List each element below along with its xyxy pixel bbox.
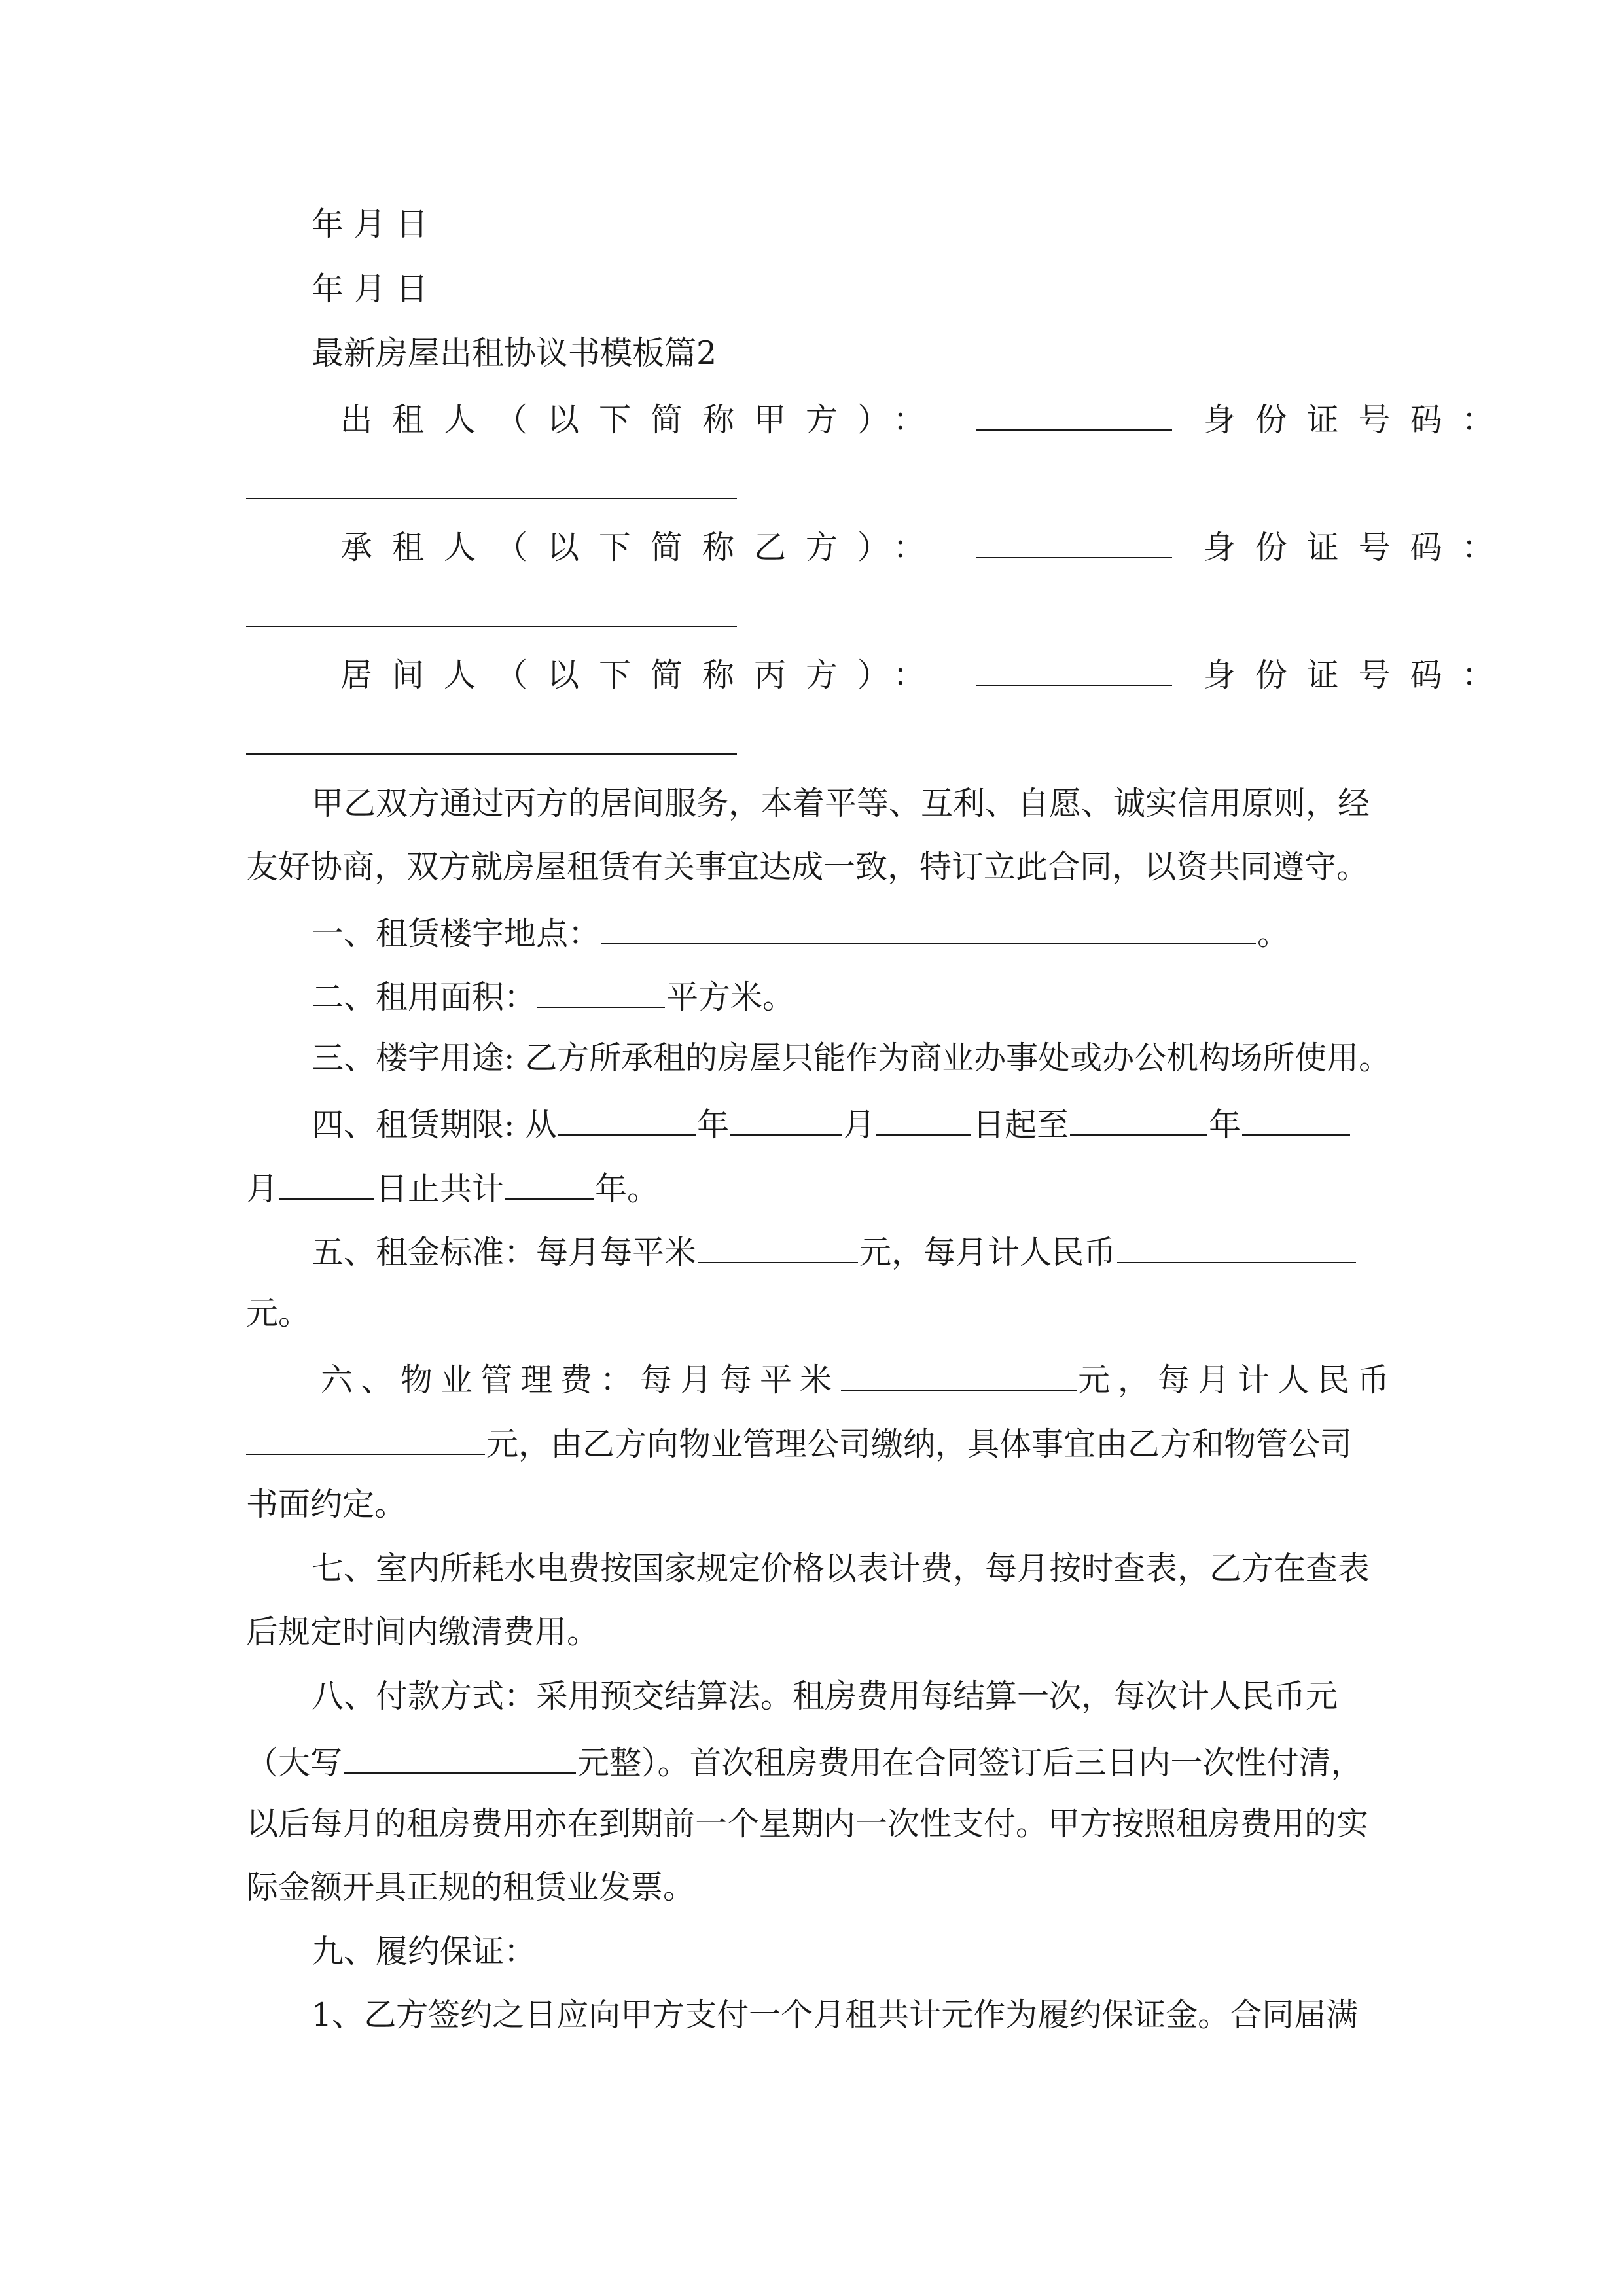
clause-8-open: （大写 [246, 1744, 343, 1782]
lessee-name-blank [976, 528, 1172, 558]
lessee-id-label: 身份证号码： [1203, 529, 1514, 566]
clause-1-end: 。 [1257, 915, 1290, 952]
broker-id-label: 身份证号码： [1203, 656, 1514, 694]
monthly-rent-blank [1117, 1233, 1356, 1263]
clause-4-month: 月 [843, 1106, 876, 1143]
lessor-id-blank [246, 498, 737, 499]
rent-per-sqm-blank [698, 1233, 858, 1263]
end-month-blank-a [1242, 1105, 1350, 1136]
clause-6 [321, 1361, 1453, 1399]
clause-4-month-2: 月 [246, 1170, 279, 1208]
clause-4-year: 年 [697, 1106, 730, 1143]
clause-5-end: 元。 [246, 1295, 311, 1332]
clause-8-line-2-text: 元整）。首次租房费用在合同签订后三日内一次性付清， [577, 1744, 1363, 1782]
lessor-label: 出租人（以下简称甲方）： [340, 401, 945, 439]
clause-8-line-2 [246, 1744, 1378, 1782]
broker-row [340, 656, 1514, 694]
clause-4-to: 日止共计 [376, 1170, 505, 1208]
start-year-blank [558, 1105, 696, 1136]
fee-per-sqm-blank [841, 1361, 1077, 1391]
clause-2-label: 二、租用面积： [312, 978, 537, 1016]
clause-6-label: 六、物业管理费：每月每平米 [321, 1361, 840, 1399]
broker-id-blank [246, 753, 737, 755]
clause-6-line-2 [246, 1425, 1378, 1463]
clause-2-unit: 平方米。 [666, 978, 795, 1016]
lessee-id-blank [246, 626, 737, 627]
amount-in-words-blank [344, 1744, 576, 1774]
clause-3: 三、楼宇用途: 乙方所承租的房屋只能作为商业办事处或办公机构场所使用。 [312, 1039, 1391, 1077]
clause-4-from: 日起至 [972, 1106, 1069, 1143]
date-line-2: 年 月 日 [312, 270, 429, 308]
document-title: 最新房屋出租协议书模板篇2 [312, 334, 717, 372]
clause-7-line-1: 七、室内所耗水电费按国家规定价格以表计费，每月按时查表，乙方在查表 [312, 1550, 1370, 1587]
clause-9: 九、履约保证： [312, 1933, 537, 1970]
clause-8-line-1: 八、付款方式：采用预交结算法。租房费用每结算一次，每次计人民币元 [312, 1677, 1338, 1715]
preamble-line-2: 友好协商，双方就房屋租赁有关事宜达成一致，特订立此合同，以资共同遵守。 [246, 848, 1369, 886]
lessee-label: 承租人（以下简称乙方）： [340, 529, 945, 566]
clause-5 [312, 1233, 1444, 1271]
clause-6-line-3: 书面约定。 [246, 1486, 407, 1523]
clause-8-line-4: 际金额开具正规的租赁业发票。 [246, 1869, 696, 1906]
clause-9-1: 1、乙方签约之日应向甲方支付一个月租共计元作为履约保证金。合同届满 [312, 1996, 1359, 2034]
end-day-blank [279, 1170, 374, 1200]
clause-4-label: 四、租赁期限: 从 [312, 1106, 558, 1143]
broker-label: 居间人（以下简称丙方）： [340, 656, 945, 694]
area-blank [537, 978, 665, 1008]
date-line-1: 年 月 日 [312, 206, 429, 243]
start-day-blank [876, 1105, 971, 1136]
clause-5-mid: 元，每月计人民币 [859, 1234, 1116, 1271]
clause-5-label: 五、租金标准：每月每平米 [312, 1234, 697, 1271]
preamble-line-1: 甲乙双方通过丙方的居间服务，本着平等、互利、自愿、诚实信用原则，经 [312, 785, 1370, 822]
lessor-name-blank [976, 401, 1172, 431]
start-month-blank [730, 1105, 842, 1136]
clause-8-line-3: 以后每月的租房费用亦在到期前一个星期内一次性支付。甲方按照租房费用的实 [246, 1805, 1369, 1842]
clause-4 [312, 1105, 1444, 1141]
clause-4-years: 年。 [595, 1170, 660, 1208]
total-years-blank [505, 1170, 594, 1200]
clause-4-cont [246, 1170, 1378, 1208]
broker-name-blank [976, 656, 1172, 686]
monthly-fee-blank [246, 1425, 485, 1455]
clause-7-line-2: 后规定时间内缴清费用。 [246, 1613, 599, 1651]
end-year-blank [1070, 1105, 1207, 1136]
clause-6-line-2-text: 元，由乙方向物业管理公司缴纳，具体事宜由乙方和物管公司 [486, 1426, 1353, 1463]
clause-6-mid: 元，每月计人民币 [1078, 1361, 1398, 1399]
lessee-row [340, 528, 1514, 566]
clause-1-label: 一、租赁楼宇地点： [312, 915, 601, 952]
clause-4-year-2: 年 [1209, 1106, 1241, 1143]
lessor-id-label: 身份证号码： [1203, 401, 1514, 439]
address-blank [601, 914, 1256, 944]
lessor-row [340, 401, 1514, 439]
clause-2 [312, 978, 1444, 1016]
clause-1 [312, 914, 1444, 950]
